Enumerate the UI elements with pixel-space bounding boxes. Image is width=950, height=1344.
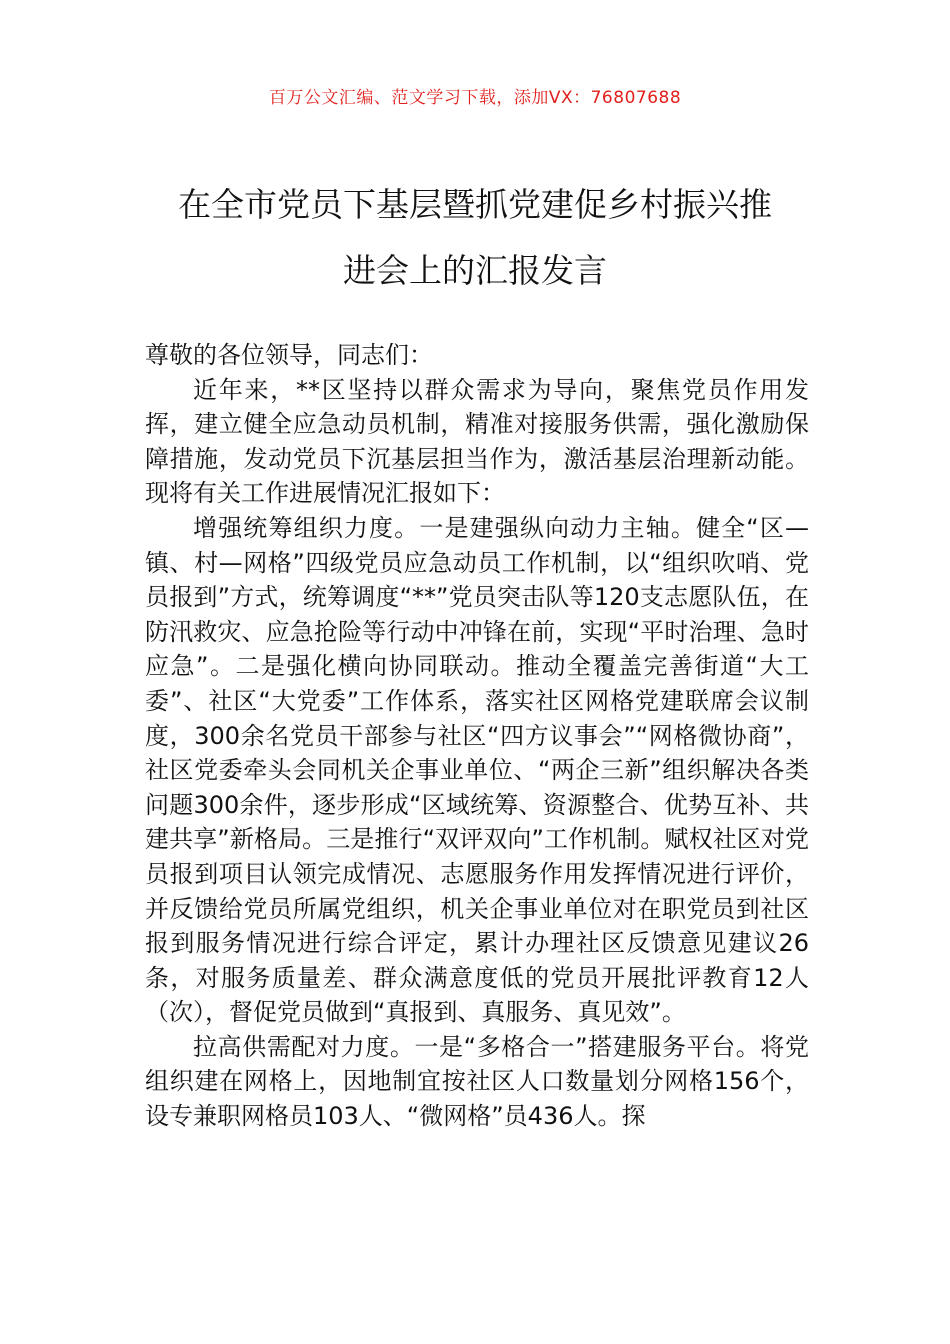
title-line-2: 进会上的汇报发言 [343, 251, 607, 290]
title-line-1: 在全市党员下基层暨抓党建促乡村振兴推 [178, 185, 772, 224]
document-body [145, 338, 809, 1134]
document-title [140, 172, 810, 304]
paragraph-intro: 近年来，**区坚持以群众需求为导向，聚焦党员作用发挥，建立健全应急动员机制，精准对接服务供需，强化激励保障措施，发动党员下沉基层担当作为，激活基层治理新动能。现将有关工作进展情况汇报如下： [145, 375, 809, 508]
paragraph-coordination: 增强统筹组织力度。一是建强纵向动力主轴。健全“区—镇、村—网格”四级党员应急动员工作机制，以“组织吹哨、党员报到”方式，统筹调度“**”党员突击队等120支志愿队伍，在防汛救灾、应急抢险等行动中冲锋在前，实现“平时治理、急时应急”。二是强化横向协同联动。推动全覆盖完善街道“大工委”、社区“大党委”工作体系，落实社区网格党建联席会议制度，300余名党员干部参与社区“四方议事会”“网格微协商”，社区党委牵头会同机关企事业单位、“两企三新”组织解决各类问题300余件，逐步形成“区域统筹、资源整合、优势互补、共建共享”新格局。三是推行“双评双向”工作机制。赋权社区对党员报到项目认领完成情况、志愿服务作用发挥情况进行评价，并反馈给党员所属党组织，机关企事业单位对在职党员到社区报到服务情况进行综合评定，累计办理社区反馈意见建议26条，对服务质量差、群众满意度低的党员开展批评教育12人（次），督促党员做到“真报到、真服务、真见效”。 [145, 513, 809, 1027]
salutation: 尊敬的各位领导，同志们： [145, 341, 433, 369]
paragraph-supply-demand: 拉高供需配对力度。一是“多格合一”搭建服务平台。将党组织建在网格上，因地制宜按社区人口数量划分网格156个，设专兼职网格员103人、“微网格”员436人。探 [145, 1032, 809, 1131]
promo-banner: 百万公文汇编、范文学习下载，添加VX：76807688 [268, 88, 682, 108]
